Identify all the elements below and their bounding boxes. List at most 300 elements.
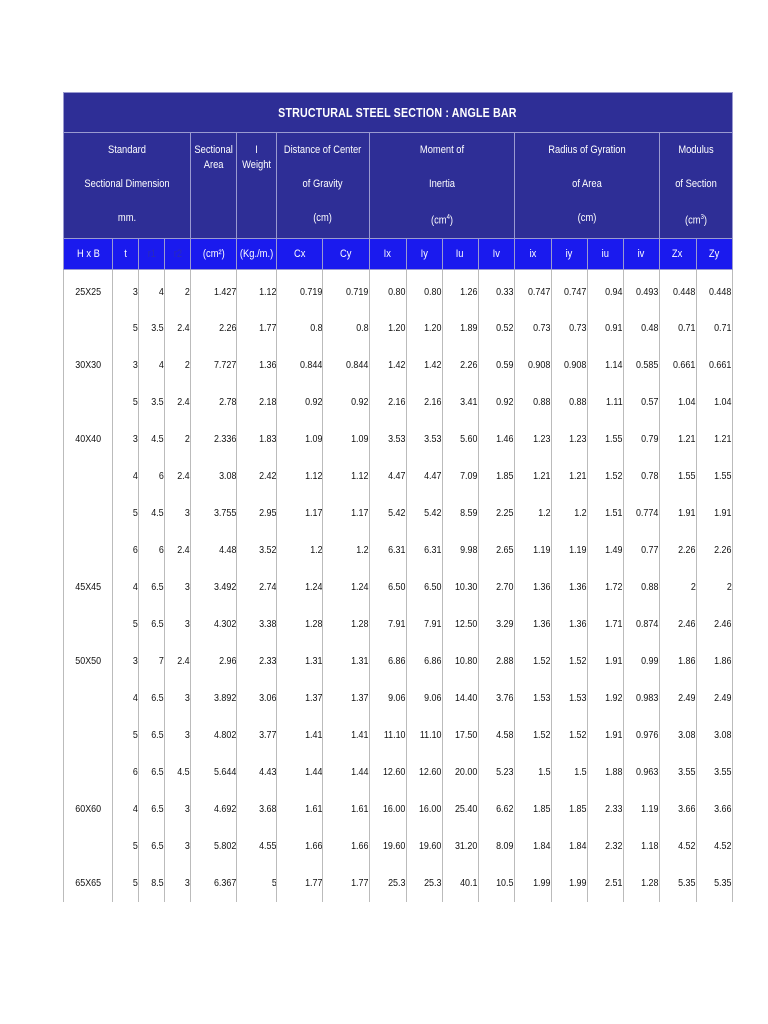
cell-value: 0.963 [636,766,659,779]
table-cell [442,532,478,569]
table-row [64,421,733,458]
table-cell [139,458,165,495]
table-cell [587,828,623,865]
table-cell [442,384,478,421]
table-cell [478,865,514,902]
cell-value: 3.41 [460,396,478,409]
table-cell [165,828,191,865]
cell-value: 3.08 [678,729,696,742]
table-cell [514,384,551,421]
table-cell [369,421,406,458]
cell-value: 1.12 [305,470,323,483]
table-cell [237,274,277,310]
cell-value: 45X45 [75,581,101,594]
cell-value: 0.8 [310,322,323,335]
table-cell [551,458,587,495]
cell-value: 19.60 [419,840,442,853]
column-header-17 [696,238,732,269]
cell-value: 3.52 [259,544,277,557]
table-cell [191,495,237,532]
cell-value: 1.5 [574,766,587,779]
cell-value: 10.80 [455,655,478,668]
cell-value: 6.50 [424,581,442,594]
cell-value: 0.52 [496,322,514,335]
cell-value: 12.60 [383,766,406,779]
table-cell [659,458,696,495]
table-cell [659,717,696,754]
header-cog-line1: Distance of Center [284,144,362,156]
cell-value: 1.5 [538,766,551,779]
table-cell [237,384,277,421]
cell-value: 6 [133,766,138,779]
cell-value: 3.492 [213,581,237,594]
table-cell [587,458,623,495]
cell-value: 2 [185,433,190,446]
cell-value: 8.59 [460,507,478,520]
column-header-label: Iv [492,247,500,260]
table-cell [696,384,732,421]
cell-value: 12.50 [455,618,478,631]
table-cell [323,569,369,606]
cell-value: 6 [159,470,164,483]
cell-value: 3.66 [714,803,732,816]
table-cell [165,791,191,828]
table-cell [277,384,323,421]
cell-value: 0.908 [528,359,551,372]
table-cell [514,569,551,606]
table-cell [623,865,659,902]
cell-value: 3.66 [678,803,696,816]
table-cell [696,421,732,458]
cell-value: 25X25 [75,285,101,298]
table-cell [64,643,113,680]
cell-value: 5 [271,877,277,890]
table-cell [277,865,323,902]
table-cell [406,643,442,680]
cell-value: 3.755 [213,507,237,520]
cell-value: 3 [185,877,190,890]
header-modulus-line2: of Section [674,178,717,190]
table-cell [139,791,165,828]
cell-value: 1.44 [305,766,323,779]
table-cell [369,791,406,828]
cell-value: 1.44 [351,766,369,779]
cell-value: 1.51 [605,507,623,520]
cell-value: 1.99 [569,877,587,890]
cell-value: 40X40 [75,433,101,446]
cell-value: 0.747 [528,285,551,298]
table-cell [696,495,732,532]
cell-value: 2.16 [388,396,406,409]
cell-value: 16.00 [419,803,442,816]
table-title-text: STRUCTURAL STEEL SECTION : ANGLE BAR [278,105,517,120]
header-rog-line1: Radius of Gyration [547,144,626,156]
cell-value: 1.66 [305,840,323,853]
table-cell [587,274,623,310]
cell-value: 1.18 [641,840,659,853]
cell-value: 3 [133,285,138,298]
cell-value: 1.61 [351,803,369,816]
cell-value: 0.88 [569,396,587,409]
table-cell [139,606,165,643]
cell-value: 3.68 [259,803,277,816]
table-cell [165,754,191,791]
column-header-label: iu [601,247,609,260]
cell-value: 1.53 [533,692,551,705]
cell-value: 0.78 [641,470,659,483]
cell-value: 6.31 [388,544,406,557]
table-cell [406,569,442,606]
table-cell [64,791,113,828]
table-cell [623,384,659,421]
table-title [64,93,733,133]
cell-value: 0.91 [605,322,623,335]
cell-value: 3 [185,692,190,705]
cell-value: 1.55 [714,470,732,483]
table-cell [442,569,478,606]
cell-value: 3 [185,729,190,742]
header-sectional-area: Sectional Area [191,133,237,239]
table-cell [514,643,551,680]
cell-value: 7.91 [388,618,406,631]
table-cell [696,532,732,569]
table-cell [659,421,696,458]
table-cell [277,606,323,643]
column-header-label: ix [529,247,536,260]
table-cell [406,828,442,865]
cell-value: 5 [133,396,138,409]
table-cell [323,458,369,495]
header-standard [64,133,191,239]
cell-value: 1.14 [605,359,623,372]
cell-value: 1.21 [569,470,587,483]
table-cell [139,495,165,532]
column-header-7 [323,238,369,269]
table-cell [369,532,406,569]
table-cell [277,717,323,754]
cell-value: 0.908 [564,359,587,372]
cell-value: 4.692 [213,803,237,816]
table-cell [696,458,732,495]
table-cell [139,680,165,717]
table-cell [64,828,113,865]
cell-value: 1.42 [424,359,442,372]
table-cell [406,458,442,495]
cell-value: 1.77 [305,877,323,890]
cell-value: 0.448 [709,285,732,298]
table-cell [64,754,113,791]
cell-value: 2.32 [605,840,623,853]
cell-value: 4 [159,285,164,298]
table-cell [478,717,514,754]
cell-value: 1.28 [305,618,323,631]
cell-value: 9.06 [388,692,406,705]
table-cell [64,606,113,643]
cell-value: 7.09 [460,470,478,483]
table-cell [64,569,113,606]
cell-value: 5.802 [213,840,237,853]
table-cell [659,680,696,717]
table-cell [139,347,165,384]
table-cell [406,274,442,310]
cell-value: 1.2 [310,544,323,557]
table-cell [551,274,587,310]
table-cell [64,347,113,384]
cell-value: 6.5 [151,618,164,631]
table-cell [696,680,732,717]
table-cell [442,791,478,828]
table-cell [587,495,623,532]
table-cell [113,569,139,606]
cell-value: 3 [185,840,190,853]
table-cell [165,569,191,606]
cell-value: 1.2 [574,507,587,520]
table-cell [442,495,478,532]
header-rog-line3: (cm) [577,212,596,224]
cell-value: 3 [133,359,138,372]
cell-value: 1.89 [460,322,478,335]
cell-value: 6 [159,544,164,557]
table-cell [237,310,277,347]
cell-value: 2.74 [259,581,277,594]
column-header-label: Iu [456,247,464,260]
column-header-4 [191,238,237,269]
table-cell [514,865,551,902]
cell-value: 4 [159,359,164,372]
cell-value: 2 [690,581,696,594]
table-cell [442,865,478,902]
table-cell [587,384,623,421]
table-cell [478,384,514,421]
cell-value: 0.976 [636,729,659,742]
column-header-3 [165,238,191,269]
header-modulus-unit: (cm [684,214,701,227]
table-cell [406,606,442,643]
column-header-15 [623,238,659,269]
column-header-1 [113,238,139,269]
header-modulus [659,133,732,239]
table-cell [623,310,659,347]
cell-value: 2.4 [177,396,190,409]
cell-value: 0.92 [305,396,323,409]
cell-value: 0.57 [641,396,659,409]
table-cell [406,421,442,458]
column-header-0 [64,238,113,269]
cell-value: 7.727 [213,359,237,372]
header-standard-line2: Sectional Dimension [84,178,170,190]
cell-value: 5.23 [496,766,514,779]
cell-value: 0.983 [636,692,659,705]
cell-value: 1.91 [678,507,696,520]
table-cell [623,532,659,569]
table-row [64,532,733,569]
table-cell [442,828,478,865]
table-cell [478,347,514,384]
table-cell [191,865,237,902]
table-cell [369,643,406,680]
table-cell [113,310,139,347]
cell-value: 8.5 [151,877,164,890]
cell-value: 4.302 [213,618,237,631]
cell-value: 6.5 [151,581,164,594]
table-cell [113,384,139,421]
table-cell [551,532,587,569]
table-cell [587,717,623,754]
table-cell [478,754,514,791]
table-cell [139,274,165,310]
table-cell [696,347,732,384]
cell-value: 7.91 [424,618,442,631]
cell-value: 1.36 [259,359,277,372]
cell-value: 3.08 [714,729,732,742]
cell-value: 0.73 [569,322,587,335]
table-cell [623,606,659,643]
table-cell [551,495,587,532]
table-cell [113,347,139,384]
table-cell [478,421,514,458]
cell-value: 3.53 [388,433,406,446]
cell-value: 0.8 [356,322,369,335]
group-header-row [64,133,733,239]
table-row [64,606,733,643]
table-cell [623,717,659,754]
cell-value: 2.26 [714,544,732,557]
cell-value: 1.55 [678,470,696,483]
table-cell [369,828,406,865]
table-cell [478,828,514,865]
table-cell [369,384,406,421]
cell-value: 11.10 [419,729,442,742]
table-row [64,310,733,347]
table-cell [139,310,165,347]
column-header-label: iy [565,247,573,260]
table-cell [587,791,623,828]
table-cell [587,421,623,458]
table-cell [696,791,732,828]
table-cell [139,384,165,421]
cell-value: 3.77 [259,729,277,742]
header-standard-line1: Standard [108,144,146,156]
cell-value: 5.60 [460,433,478,446]
cell-value: 0.73 [533,322,551,335]
cell-value: 6.50 [388,581,406,594]
cell-value: 0.33 [496,285,514,298]
cell-value: 1.2 [538,507,551,520]
column-header-label: t [124,247,127,260]
table-cell [623,421,659,458]
table-cell [64,458,113,495]
column-header-10 [442,238,478,269]
table-cell [478,274,514,310]
cell-value: 5.42 [424,507,442,520]
table-cell [191,606,237,643]
table-cell [64,717,113,754]
cell-value: 1.52 [533,729,551,742]
cell-value: 3.29 [496,618,514,631]
table-cell [139,717,165,754]
table-cell [659,754,696,791]
cell-value: 1.72 [605,581,623,594]
cell-value: 2 [726,581,732,594]
header-radius-of-gyration [514,133,659,239]
cell-value: 2.336 [213,433,237,446]
table-cell [113,717,139,754]
header-moi-line3: $(cm^4)$ [430,214,453,227]
cell-value: 1.19 [569,544,587,557]
column-header-6 [277,238,323,269]
table-cell [113,643,139,680]
table-cell [551,347,587,384]
table-cell [659,828,696,865]
cell-value: 14.40 [455,692,478,705]
table-cell [514,274,551,310]
table-cell [442,717,478,754]
table-row [64,791,733,828]
cell-value: 1.04 [714,396,732,409]
table-cell [587,569,623,606]
cell-value: 5.644 [213,766,237,779]
table-cell [191,347,237,384]
table-cell [277,310,323,347]
table-cell [323,828,369,865]
cell-value: 9.98 [460,544,478,557]
cell-value: 1.21 [533,470,551,483]
header-rog-line2: of Area [571,178,602,190]
cell-value: 2 [185,359,190,372]
cell-value: 1.36 [569,581,587,594]
table-cell [277,532,323,569]
table-cell [514,606,551,643]
table-cell [369,458,406,495]
table-cell [551,643,587,680]
table-cell [323,532,369,569]
table-cell [323,680,369,717]
table-cell [696,643,732,680]
cell-value: 4.52 [678,840,696,853]
table-cell [165,274,191,310]
table-cell [442,310,478,347]
table-cell [113,532,139,569]
table-cell [551,384,587,421]
table-cell [64,495,113,532]
column-header-12 [514,238,551,269]
cell-value: 1.12 [351,470,369,483]
table-cell [478,606,514,643]
cell-value: 1.31 [305,655,323,668]
table-cell [551,680,587,717]
cell-value: 4.48 [218,544,237,557]
cell-value: 3.38 [259,618,277,631]
table-cell [191,274,237,310]
column-header-5 [237,238,277,269]
table-cell [191,680,237,717]
cell-value: 1.77 [259,322,277,335]
cell-value: 2.70 [496,581,514,594]
cell-value: 2.51 [605,877,623,890]
cell-value: 3 [133,433,138,446]
cell-value: 7 [159,655,164,668]
table-cell [696,274,732,310]
cell-value: 2.78 [218,396,237,409]
header-moi-line1: Moment of [419,144,464,156]
cell-value: 0.719 [300,285,323,298]
table-cell [191,569,237,606]
header-cog-line2: of Gravity [302,178,343,190]
column-header-label: r1 [147,247,156,260]
header-modulus-line3: $(cm^3)$ [684,214,707,227]
table-cell [551,421,587,458]
cell-value: 0.80 [388,285,406,298]
